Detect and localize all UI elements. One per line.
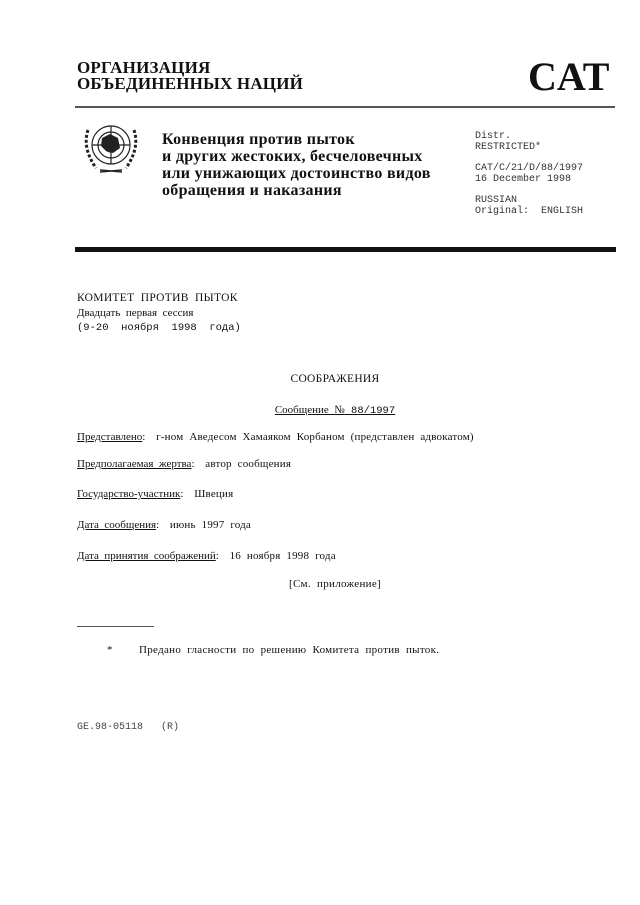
field-submitted-by: Представлено: г-ном Аведесом Хамаяком Корбаном (представлен адвокатом) xyxy=(77,431,474,443)
series-symbol: CAT xyxy=(528,54,610,99)
un-emblem-icon xyxy=(80,118,142,178)
field-label: Представлено xyxy=(77,431,143,443)
field-value: автор сообщения xyxy=(205,458,292,470)
convention-title xyxy=(162,131,431,199)
field-adoption-date: Дата принятия соображений: 16 ноября 1998 года xyxy=(77,550,336,562)
distr-label: Distr. xyxy=(475,131,512,142)
committee-session: Двадцать первая сессия xyxy=(77,307,194,319)
field-communication-date: Дата сообщения: июнь 1997 года xyxy=(77,519,252,531)
organization-name xyxy=(77,60,303,92)
footnote-text: Предано гласности по решению Комитета против пыток. xyxy=(139,644,440,656)
convention-line: и других жестоких, бесчеловечных xyxy=(162,148,423,165)
annex-note: [См. приложение] xyxy=(289,578,381,590)
document-date: 16 December 1998 xyxy=(475,174,572,185)
convention-line: Конвенция против пыток xyxy=(162,131,355,148)
field-value: Швеция xyxy=(194,488,234,500)
committee-block xyxy=(77,291,241,336)
committee-dates: (9-20 ноября 1998 года) xyxy=(77,322,241,334)
footnote xyxy=(107,644,439,656)
header-divider xyxy=(75,106,615,108)
field-value: г-ном Аведесом Хамаяком Корбаном (представлен адвокатом) xyxy=(156,431,474,443)
field-alleged-victim: Предполагаемая жертва: автор сообщения xyxy=(77,458,292,470)
committee-name: КОМИТЕТ ПРОТИВ ПЫТОК xyxy=(77,292,238,304)
field-label: Государство-участник xyxy=(77,488,181,500)
footnote-divider xyxy=(77,626,154,627)
footnote-marker: * xyxy=(107,644,113,656)
document-language: RUSSIAN xyxy=(475,195,518,206)
convention-line: обращения и наказания xyxy=(162,182,342,199)
distr-value: RESTRICTED* xyxy=(475,142,542,153)
communication-label: Сообщение № xyxy=(274,404,345,416)
communication-number-value: 88/1997 xyxy=(344,405,396,417)
field-value: 16 ноября 1998 года xyxy=(229,550,336,562)
section-heading: СООБРАЖЕНИЯ xyxy=(290,373,380,385)
organization-line-1: ОРГАНИЗАЦИЯ xyxy=(77,58,211,77)
organization-line-2: ОБЪЕДИНЕННЫХ НАЦИЙ xyxy=(77,74,304,93)
header-thick-divider xyxy=(75,247,616,252)
communication-number xyxy=(0,404,640,417)
field-state-party: Государство-участник: Швеция xyxy=(77,488,234,500)
field-value: июнь 1997 года xyxy=(169,519,252,531)
job-number: GE.98-05118 (R) xyxy=(77,722,180,733)
field-label: Дата сообщения xyxy=(77,519,157,531)
document-symbol: CAT/C/21/D/88/1997 xyxy=(475,163,584,174)
distribution-block xyxy=(475,131,583,217)
convention-line: или унижающих достоинство видов xyxy=(162,165,431,182)
original-language: Original: ENGLISH xyxy=(475,206,584,217)
field-label: Дата принятия соображений xyxy=(77,550,216,562)
field-label: Предполагаемая жертва xyxy=(77,458,192,470)
